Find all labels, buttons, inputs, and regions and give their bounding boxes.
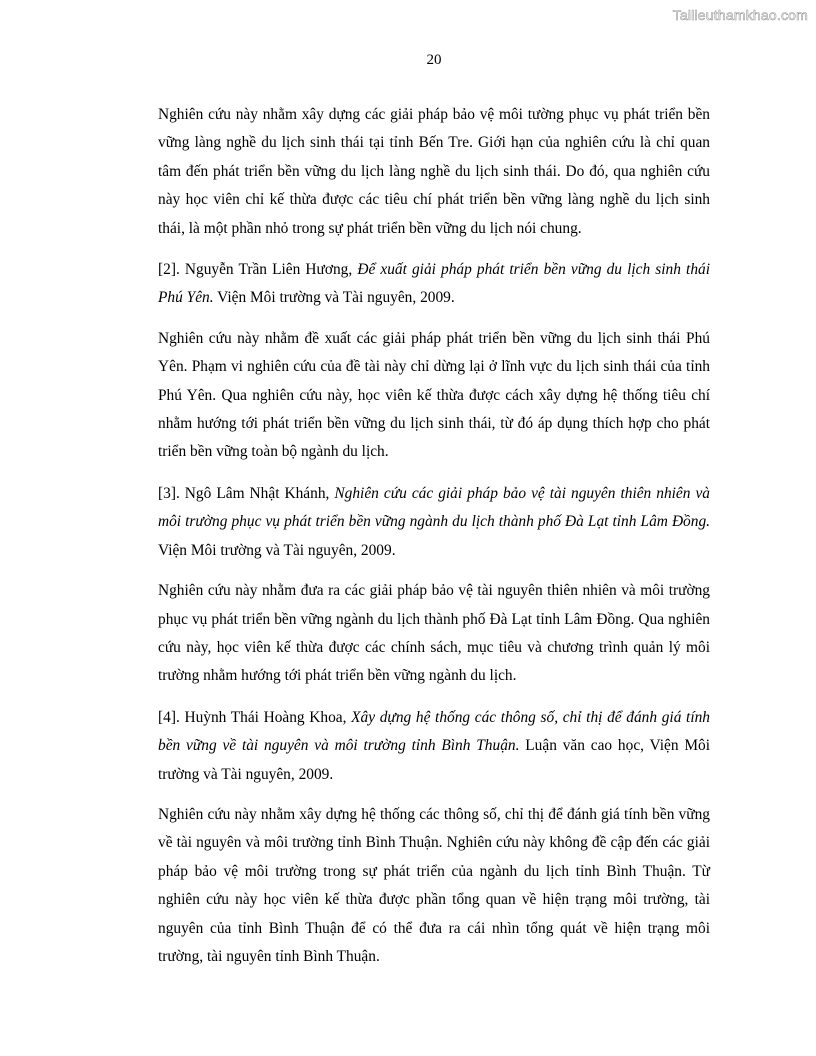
paragraph-ref2-summary: Nghiên cứu này nhằm đề xuất các giải pháp phát triển bền vững du lịch sinh thái Phú Yên. Phạm vi nghiên cứu của đề tài này chỉ dừng lại ở lĩnh vực du lịch sinh thái của tỉnh Phú Yên. Qua nghiên cứu này, học viên kế thừa được cách xây dựng hệ thống tiêu chí nhằm hướng tới phát triển bền vững du lịch sinh thái, từ đó áp dụng thích hợp cho phát triển bền vững toàn bộ ngành du lịch.: [158, 329, 710, 461]
page-number: 20: [426, 52, 442, 68]
reference-publisher: Viện Môi trường và Tài nguyên, 2009.: [158, 541, 396, 559]
reference-title: Để xuất giải pháp phát triển bền vững du lịch sinh thái Phú Yên.: [158, 261, 711, 307]
reference-title: Xây dựng hệ thống các thông số, chỉ thị để đánh giá tính bền vững về tài nguyên và môi trường tỉnh Bình Thuận.: [158, 708, 710, 755]
document-body: [158, 101, 710, 984]
reference-2: [158, 256, 710, 313]
paragraph-ref3-summary: Nghiên cứu này nhằm đưa ra các giải pháp bảo vệ tài nguyên thiên nhiên và môi trường phục vụ phát triển bền vững ngành du lịch thành phố Đà Lạt tỉnh Lâm Đồng. Qua nghiên cứu này, học viên kế thừa được các chính sách, mục tiêu và chương trình quản lý môi trường nhằm hướng tới phát triển bền vững ngành du lịch.: [158, 582, 710, 685]
reference-3: [158, 480, 710, 565]
reference-publisher: Luận văn cao học, Viện Môi trường và Tài nguyên, 2009.: [158, 737, 710, 783]
reference-author: [3]. Ngô Lâm Nhật Khánh,: [158, 484, 335, 502]
reference-author: [2]. Nguyễn Trần Liên Hương,: [158, 261, 358, 279]
reference-publisher: Viện Môi trường và Tài nguyên, 2009.: [213, 289, 455, 307]
reference-4: [158, 704, 710, 789]
paragraph-ref4-summary: Nghiên cứu này nhằm xây dựng hệ thống các thông số, chỉ thị để đánh giá tính bền vững về tài nguyên và môi trường tỉnh Bình Thuận. Nghiên cứu này không đề cập đến các giải pháp bảo vệ môi trường trong sự phát triển của ngành du lịch tỉnh Bình Thuận. Từ nghiên cứu này học viên kế thừa được phần tổng quan về hiện trạng môi trường, tài nguyên của tỉnh Bình Thuận để có thể đưa ra cái nhìn tổng quát về hiện trạng môi trường, tài nguyên tỉnh Bình Thuận.: [158, 805, 710, 965]
watermark: Tailieuthamkhao.com: [672, 7, 808, 23]
reference-title: Nghiên cứu các giải pháp bảo vệ tài nguyên thiên nhiên và môi trường phục vụ phát triển bền vững ngành du lịch thành phố Đà Lạt tỉnh Lâm Đồng.: [158, 484, 711, 531]
reference-author: [4]. Huỳnh Thái Hoàng Khoa,: [158, 708, 352, 726]
paragraph-ref1-summary: Nghiên cứu này nhằm xây dựng các giải pháp bảo vệ môi tường phục vụ phát triển bền vững làng nghề du lịch sinh thái tại tỉnh Bến Tre. Giới hạn của nghiên cứu là chỉ quan tâm đến phát triển bền vững du lịch làng nghề du lịch sinh thái. Do đó, qua nghiên cứu này học viên chỉ kế thừa được các tiêu chí phát triển bền vững làng nghề du lịch sinh thái, là một phần nhỏ trong sự phát triển bền vững du lịch nói chung.: [158, 106, 710, 237]
